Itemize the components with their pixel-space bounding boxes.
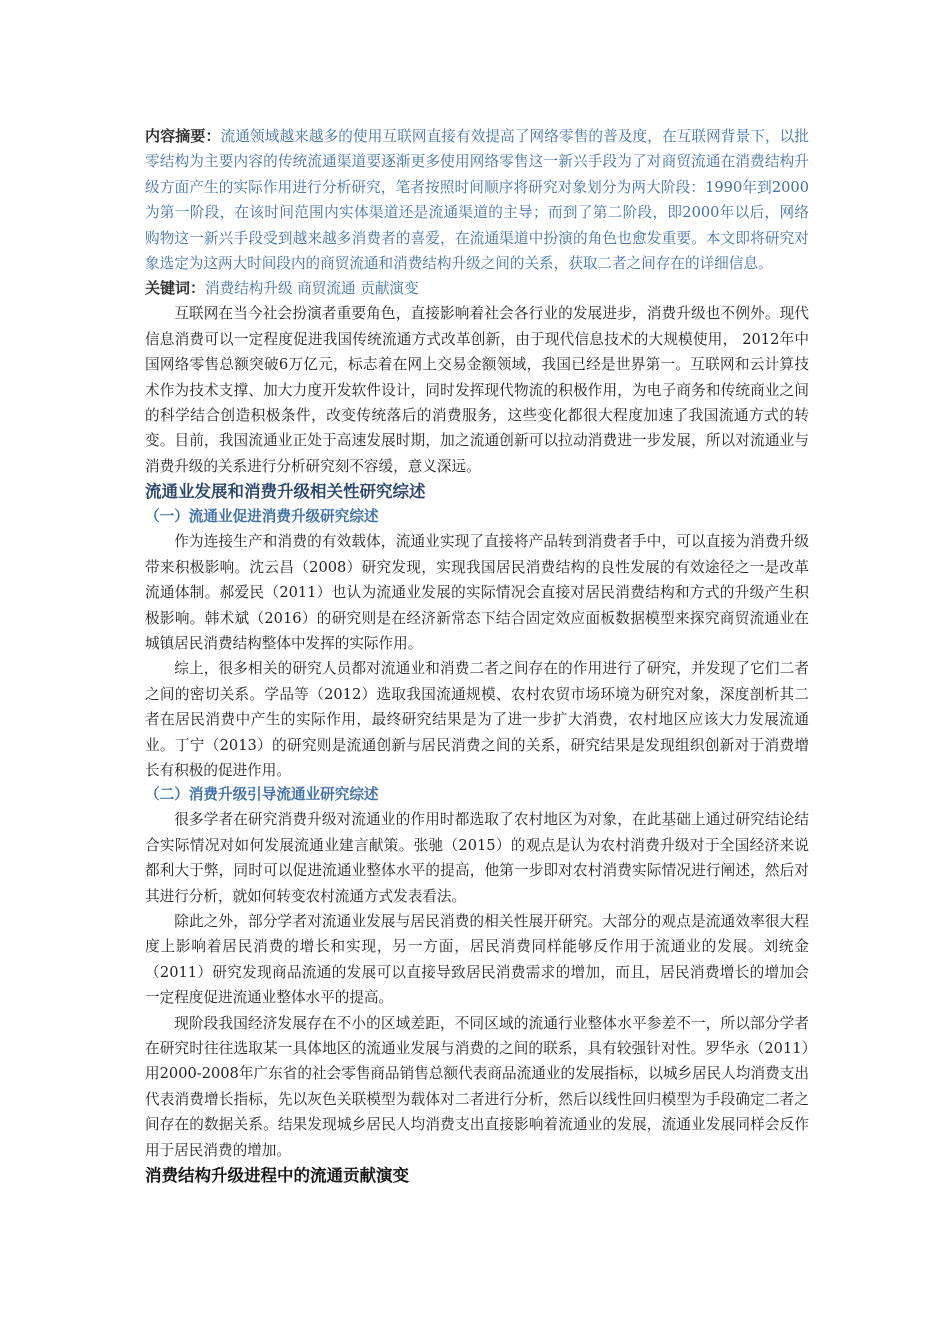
body-paragraph: 现阶段我国经济发展存在不小的区域差距，不同区域的流通行业整体水平参差不一，所以部分学者在研究时往往选取某一具体地区的流通业发展与消费的之间的联系，具有较强针对性。罗华永（2011）用2000-2008年广东省的社会零售商品销售总额代表商品流通业的发展指标，以城乡居民人均消费支出代表消费增长指标，先以灰色关联模型为载体对二者进行分析，然后以线性回归模型为手段确定二者之间存在的数据关系。结果发现城乡居民人均消费支出直接影响着流通业的发展，流通业发展同样会反作用于居民消费的增加。 [145, 1014, 809, 1159]
body-paragraph: 作为连接生产和消费的有效载体，流通业实现了直接将产品转到消费者手中，可以直接为消费升级带来积极影响。沈云昌（2008）研究发现，实现我国居民消费结构的良性发展的有效途径之一是改革流通体制。郝爱民（2011）也认为流通业发展的实际情况会直接对居民消费结构和方式的升级产生积极影响。韩术斌（2016）的研究则是在经济新常态下结合固定效应面板数据模型来探究商贸流通业在城镇居民消费结构整体中发挥的实际作用。 [145, 533, 809, 652]
abstract-paragraph [145, 124, 809, 276]
keywords-label: 关键词： [145, 279, 206, 298]
section-heading-1: 流通业发展和消费升级相关性研究综述 [145, 482, 426, 502]
document-body [145, 124, 809, 1189]
body-paragraph: 很多学者在研究消费升级对流通业的作用时都选取了农村地区为对象，在此基础上通过研究结论结合实际情况对如何发展流通业建言献策。张驰（2015）的观点是认为农村消费升级对于全国经济来说都利大于弊，同时可以促进流通业整体水平的提高，他第一步即对农村消费实际情况进行阐述，然后对其进行分析，就如何转变农村流通方式发表看法。 [145, 811, 809, 905]
section-heading-2: 消费结构升级进程中的流通贡献演变 [145, 1166, 409, 1186]
body-paragraph: 综上，很多相关的研究人员都对流通业和消费二者之间存在的作用进行了研究，并发现了它们二者之间的密切关系。学品等（2012）选取我国流通规模、农村农贸市场环境为研究对象，深度剖析其二者在居民消费中产生的实际作用，最终研究结果是为了进一步扩大消费，农村地区应该大力发展流通业。丁宁（2013）的研究则是流通创新与居民消费之间的关系，研究结果是发现组织创新对于消费增长有积极的促进作用。 [145, 660, 809, 779]
abstract-label: 内容摘要： [145, 127, 221, 145]
intro-paragraph: 互联网在当今社会扮演者重要角色，直接影响着社会各行业的发展进步，消费升级也不例外。现代信息消费可以一定程度促进我国传统流通方式改革创新，由于现代信息技术的大规模使用， 2012年中国网络零售总额突破6万亿元，标志着在网上交易金额领域，我国已经是世界第一。互联网和云计算技术作为技术支撑、加大力度开发软件设计，同时发挥现代物流的积极作用，为电子商务和传统商业之间的科学结合创造积极条件，改变传统落后的消费服务，这些变化都很大程度加速了我国流通方式的转变。目前，我国流通业正处于高速发展时期，加之流通创新可以拉动消费进一步发展，所以对流通业与消费升级的关系进行分析研究刻不容缓，意义深远。 [145, 305, 809, 475]
keywords-text: 消费结构升级 商贸流通 贡献演变 [205, 280, 419, 298]
subsection-heading-2: （二）消费升级引导流通业研究综述 [145, 786, 379, 804]
keywords-line [145, 276, 809, 301]
body-paragraph: 除此之外，部分学者对流通业发展与居民消费的相关性展开研究。大部分的观点是流通效率很大程度上影响着居民消费的增长和实现，另一方面，居民消费同样能够反作用于流通业的发展。刘统金（2011）研究发现商品流通的发展可以直接导致居民消费需求的增加，而且，居民消费增长的增加会一定程度促进流通业整体水平的提高。 [145, 912, 809, 1007]
abstract-text: 流通领域越来越多的使用互联网直接有效提高了网络零售的普及度，在互联网背景下，以批零结构为主要内容的传统流通渠道要逐渐更多使用网络零售这一新兴手段为了对商贸流通在消费结构升级方面产生的实际作用进行分析研究，笔者按照时间顺序将研究对象划分为两大阶段：1990年到2000为第一阶段，在该时间范围内实体渠道还是流通渠道的主导；而到了第二阶段，即2000年以后，网络购物这一新兴手段受到越来越多消费者的喜爱，在流通渠道中扮演的角色也愈发重要。本文即将研究对象选定为这两大时间段内的商贸流通和消费结构升级之间的关系，获取二者之间存在的详细信息。 [145, 128, 809, 273]
subsection-heading-1: （一）流通业促进消费升级研究综述 [145, 508, 379, 526]
